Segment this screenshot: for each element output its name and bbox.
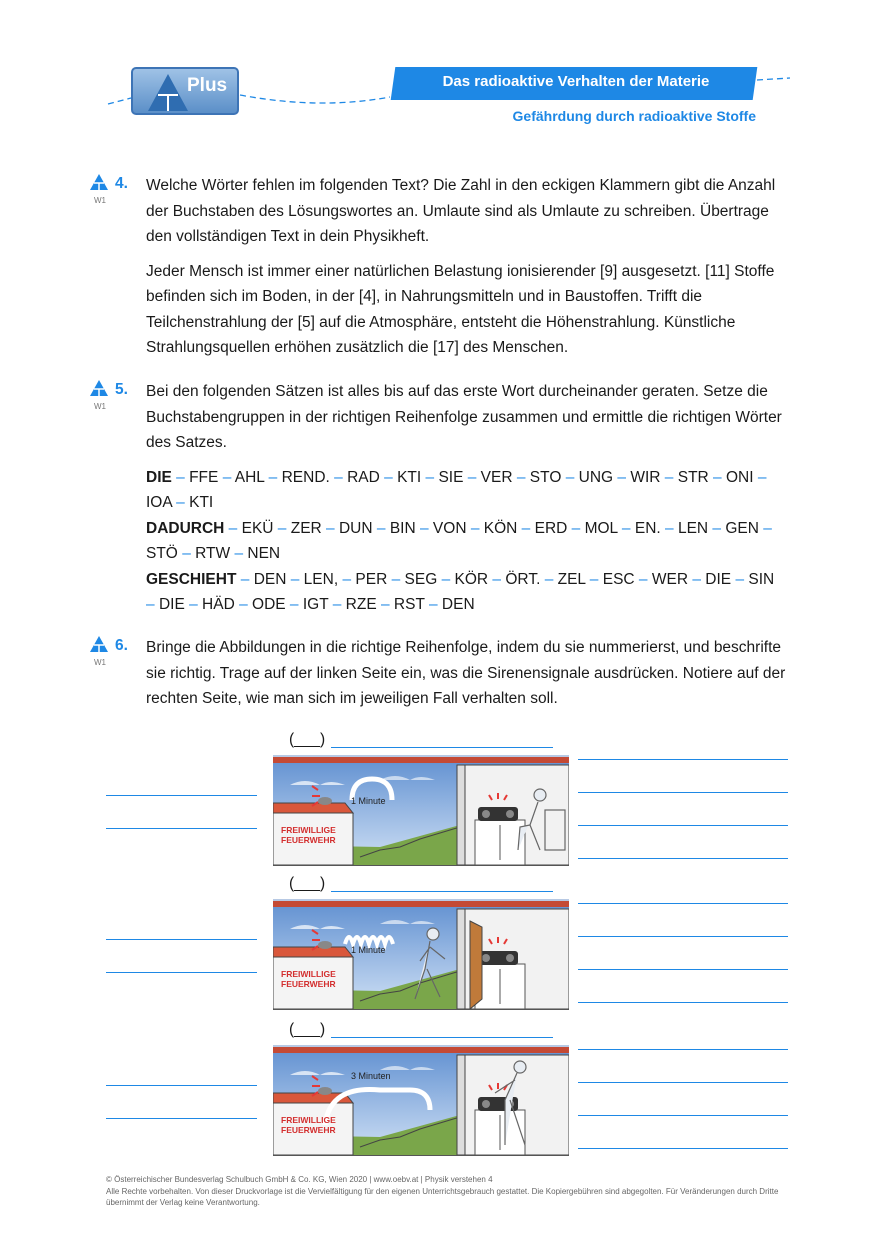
dash-separator: – bbox=[334, 468, 343, 486]
letter-group: KÖN bbox=[483, 519, 518, 537]
task-intro: Welche Wörter fehlen im folgenden Text? Die Zahl in den eckigen Klammern gibt die Anzahl der Buchstaben des Lösungswortes an. Umlaute sind als Umlaute zu schreiben. Übertrage den vollständigen Text in dein Physikheft. bbox=[146, 177, 776, 245]
dash-separator: – bbox=[222, 468, 232, 486]
letter-group: ESC bbox=[602, 570, 635, 588]
copyright-line: © Österreichischer Bundesverlag Schulbuch GmbH & Co. KG, Wien 2020 | www.oebv.at | Physik verstehen 4 bbox=[106, 1175, 493, 1184]
dash-separator: – bbox=[713, 468, 722, 486]
dash-separator: – bbox=[735, 570, 745, 588]
siren-duration-label: 1 Minute bbox=[351, 796, 386, 806]
letter-group: LEN bbox=[677, 519, 709, 537]
behavior-answer-line[interactable] bbox=[578, 759, 788, 760]
dash-separator: – bbox=[240, 570, 250, 588]
siren-scene-illustration bbox=[273, 755, 569, 866]
dash-separator: – bbox=[664, 468, 674, 486]
dash-separator: – bbox=[342, 570, 352, 588]
level-label: W1 bbox=[94, 658, 106, 667]
behavior-answer-line[interactable] bbox=[578, 1049, 788, 1050]
letter-group: EN. bbox=[634, 519, 661, 537]
letter-group: RAD bbox=[347, 468, 380, 486]
fire-station-sign-line: FREIWILLIGE bbox=[281, 825, 336, 835]
scrambled-sentences bbox=[146, 465, 786, 618]
letter-group: RST bbox=[393, 596, 425, 613]
dash-separator: – bbox=[544, 570, 554, 588]
letter-group: PER bbox=[355, 570, 388, 588]
letter-group: STO bbox=[529, 468, 562, 486]
letter-group: DUN bbox=[338, 519, 373, 537]
behavior-answer-line[interactable] bbox=[578, 825, 788, 826]
siren-scene-illustration bbox=[273, 899, 569, 1010]
dash-separator: – bbox=[376, 519, 386, 537]
dash-separator: – bbox=[638, 570, 648, 588]
letter-group: ODE bbox=[252, 596, 286, 613]
letter-group: REND. bbox=[281, 468, 330, 486]
task-5-text bbox=[146, 379, 786, 618]
dash-separator: – bbox=[571, 519, 581, 537]
pyramid-icon bbox=[147, 73, 189, 113]
letter-group: SIN bbox=[748, 570, 775, 588]
dash-separator: – bbox=[176, 468, 185, 486]
letter-group: WIR bbox=[630, 468, 661, 486]
order-number-blank[interactable]: (___) bbox=[289, 875, 326, 892]
behavior-answer-line[interactable] bbox=[578, 1082, 788, 1083]
letter-group: EKÜ bbox=[241, 519, 274, 537]
dash-separator: – bbox=[621, 519, 631, 537]
signal-meaning-line[interactable] bbox=[106, 795, 257, 796]
behavior-answer-line[interactable] bbox=[578, 936, 788, 937]
letter-group: HÄD bbox=[202, 596, 235, 613]
dash-separator: – bbox=[665, 519, 674, 537]
letter-group: NEN bbox=[247, 545, 281, 562]
dash-separator: – bbox=[289, 596, 299, 613]
dash-separator: – bbox=[617, 468, 627, 486]
task-number: 4. bbox=[115, 175, 128, 192]
letter-group: STR bbox=[677, 468, 709, 486]
dash-separator: – bbox=[425, 468, 435, 486]
letter-group: DEN bbox=[441, 596, 475, 613]
behavior-answer-line[interactable] bbox=[578, 1115, 788, 1116]
dash-separator: – bbox=[384, 468, 393, 486]
siren-duration-label: 3 Minuten bbox=[351, 1071, 391, 1081]
behavior-answer-line[interactable] bbox=[578, 792, 788, 793]
letter-group: RZE bbox=[345, 596, 377, 613]
pyramid-icon bbox=[90, 636, 108, 653]
letter-group: SEG bbox=[404, 570, 438, 588]
letter-group: GEN bbox=[725, 519, 759, 537]
dash-separator: – bbox=[589, 570, 599, 588]
letter-group: VER bbox=[480, 468, 513, 486]
plus-logo bbox=[131, 67, 239, 115]
dash-separator: – bbox=[176, 494, 185, 511]
behavior-answer-line[interactable] bbox=[578, 858, 788, 859]
letter-group: IGT bbox=[302, 596, 329, 613]
chapter-title: Das radioaktive Verhalten der Materie bbox=[442, 73, 710, 90]
letter-group: LEN, bbox=[303, 570, 339, 588]
letter-group: MOL bbox=[584, 519, 618, 537]
scrambled-sentence bbox=[146, 516, 786, 567]
dash-separator: – bbox=[277, 519, 287, 537]
pyramid-icon bbox=[90, 380, 108, 397]
signal-meaning-line[interactable] bbox=[106, 939, 257, 940]
dash-separator: – bbox=[441, 570, 451, 588]
footer bbox=[106, 1174, 806, 1209]
sentence-lead-word: DADURCH bbox=[146, 519, 225, 537]
letter-group: IOA bbox=[146, 494, 172, 511]
dash-separator: – bbox=[565, 468, 575, 486]
behavior-answer-line[interactable] bbox=[578, 1148, 788, 1149]
dash-separator: – bbox=[182, 545, 191, 562]
sentence-lead-word: DIE bbox=[146, 468, 172, 486]
behavior-answer-line[interactable] bbox=[578, 1002, 788, 1003]
fire-station-sign-line: FREIWILLIGE bbox=[281, 969, 336, 979]
cloze-text: Jeder Mensch ist immer einer natürlichen Belastung ionisierender [9] ausgesetzt. [11] Stoffe befinden sich im Boden, in der [4], in Nahrungsmitteln und in Baustoffen. Trifft die Teilchenstrahlung der [5] auf die Atmosphäre, entsteht die Höhenstrahlung. Künstliche Strahlungsquellen erhöhen zusätzlich die [17] des Menschen. bbox=[146, 262, 775, 356]
signal-meaning-line[interactable] bbox=[106, 1085, 257, 1086]
dash-separator: – bbox=[189, 596, 198, 613]
dash-separator: – bbox=[268, 468, 278, 486]
caption-answer-line[interactable] bbox=[331, 747, 553, 748]
dash-separator: – bbox=[712, 519, 722, 537]
task-intro: Bringe die Abbildungen in die richtige Reihenfolge, indem du sie nummerierst, und beschrifte sie richtig. Trage auf der linken Seite ein, was die Sirenensignale ausdrücken. Notiere auf der rechten Seite, wie man sich im jeweiligen Fall verhalten soll. bbox=[146, 639, 786, 707]
letter-group: ZER bbox=[290, 519, 322, 537]
fire-station-sign-line: FEUERWEHR bbox=[281, 979, 336, 989]
letter-group: KÖR bbox=[454, 570, 489, 588]
signal-meaning-line[interactable] bbox=[106, 972, 257, 973]
dash-separator: – bbox=[470, 519, 480, 537]
task-4-text bbox=[146, 173, 786, 361]
letter-group: KTI bbox=[189, 494, 214, 511]
dash-separator: – bbox=[521, 519, 531, 537]
dash-separator: – bbox=[419, 519, 429, 537]
letter-group: VON bbox=[432, 519, 467, 537]
signal-meaning-line[interactable] bbox=[106, 1118, 257, 1119]
letter-group: RTW bbox=[195, 545, 231, 562]
fire-station-sign bbox=[281, 969, 336, 989]
fire-station-sign-line: FEUERWEHR bbox=[281, 835, 336, 845]
caption-answer-line[interactable] bbox=[331, 891, 553, 892]
fire-station-sign-line: FEUERWEHR bbox=[281, 1125, 336, 1135]
dash-separator: – bbox=[467, 468, 477, 486]
order-number-blank[interactable]: (___) bbox=[289, 731, 326, 748]
dash-separator: – bbox=[228, 519, 238, 537]
dash-separator: – bbox=[326, 519, 335, 537]
dash-separator: – bbox=[146, 596, 155, 613]
dash-separator: – bbox=[692, 570, 701, 588]
letter-group: AHL bbox=[234, 468, 265, 486]
letter-group: DEN bbox=[253, 570, 287, 588]
letter-group: DIE bbox=[705, 570, 732, 588]
level-label: W1 bbox=[94, 196, 106, 205]
siren-scene-illustration bbox=[273, 1045, 569, 1156]
letter-group: STÖ bbox=[146, 545, 178, 562]
dash-separator: – bbox=[380, 596, 390, 613]
fire-station-sign-line: FREIWILLIGE bbox=[281, 1115, 336, 1125]
letter-group: KTI bbox=[397, 468, 422, 486]
letter-group: ÖRT. bbox=[505, 570, 541, 588]
sentence-lead-word: GESCHIEHT bbox=[146, 570, 237, 588]
task-number: 5. bbox=[115, 381, 128, 398]
dash-separator: – bbox=[290, 570, 300, 588]
siren-duration-label: 1 Minute bbox=[351, 945, 386, 955]
dash-separator: – bbox=[234, 545, 244, 562]
letter-group: FFE bbox=[189, 468, 219, 486]
letter-group: DIE bbox=[158, 596, 185, 613]
rights-notice: Alle Rechte vorbehalten. Von dieser Druckvorlage ist die Vervielfältigung für den eigenen Unterrichtsgebrauch gestattet. Die Kopiergebühren sind abgegolten. Für Veränderungen durch Dritte übernimmt der Verlag keine Verantwortung. bbox=[106, 1186, 779, 1207]
pyramid-icon bbox=[90, 174, 108, 191]
dash-separator: – bbox=[492, 570, 502, 588]
dash-separator: – bbox=[516, 468, 526, 486]
dash-separator: – bbox=[239, 596, 248, 613]
dash-separator: – bbox=[763, 519, 772, 537]
task-6-text bbox=[146, 635, 786, 712]
letter-group: UNG bbox=[578, 468, 614, 486]
letter-group: WER bbox=[651, 570, 689, 588]
logo-label: Plus bbox=[187, 75, 228, 96]
signal-meaning-line[interactable] bbox=[106, 828, 257, 829]
fire-station-sign bbox=[281, 825, 336, 845]
dash-separator: – bbox=[332, 596, 342, 613]
behavior-answer-line[interactable] bbox=[578, 903, 788, 904]
task-intro: Bei den folgenden Sätzen ist alles bis auf das erste Wort durcheinander geraten. Setze die Buchstabengruppen in der richtigen Reihenfolge zusammen und ermittle die richtigen Wörter des Satzes. bbox=[146, 383, 782, 451]
section-subtitle: Gefährdung durch radioaktive Stoffe bbox=[512, 108, 756, 124]
caption-answer-line[interactable] bbox=[331, 1037, 553, 1038]
letter-group: ONI bbox=[725, 468, 754, 486]
dash-separator: – bbox=[428, 596, 438, 613]
dash-separator: – bbox=[757, 468, 767, 486]
scrambled-sentence bbox=[146, 567, 786, 618]
letter-group: ERD bbox=[534, 519, 568, 537]
letter-group: SIE bbox=[438, 468, 464, 486]
fire-station-sign bbox=[281, 1115, 336, 1135]
letter-group: BIN bbox=[389, 519, 416, 537]
scrambled-sentence bbox=[146, 465, 786, 516]
dash-separator: – bbox=[391, 570, 401, 588]
task-number: 6. bbox=[115, 637, 128, 654]
behavior-answer-line[interactable] bbox=[578, 969, 788, 970]
level-label: W1 bbox=[94, 402, 106, 411]
order-number-blank[interactable]: (___) bbox=[289, 1021, 326, 1038]
letter-group: ZEL bbox=[557, 570, 586, 588]
